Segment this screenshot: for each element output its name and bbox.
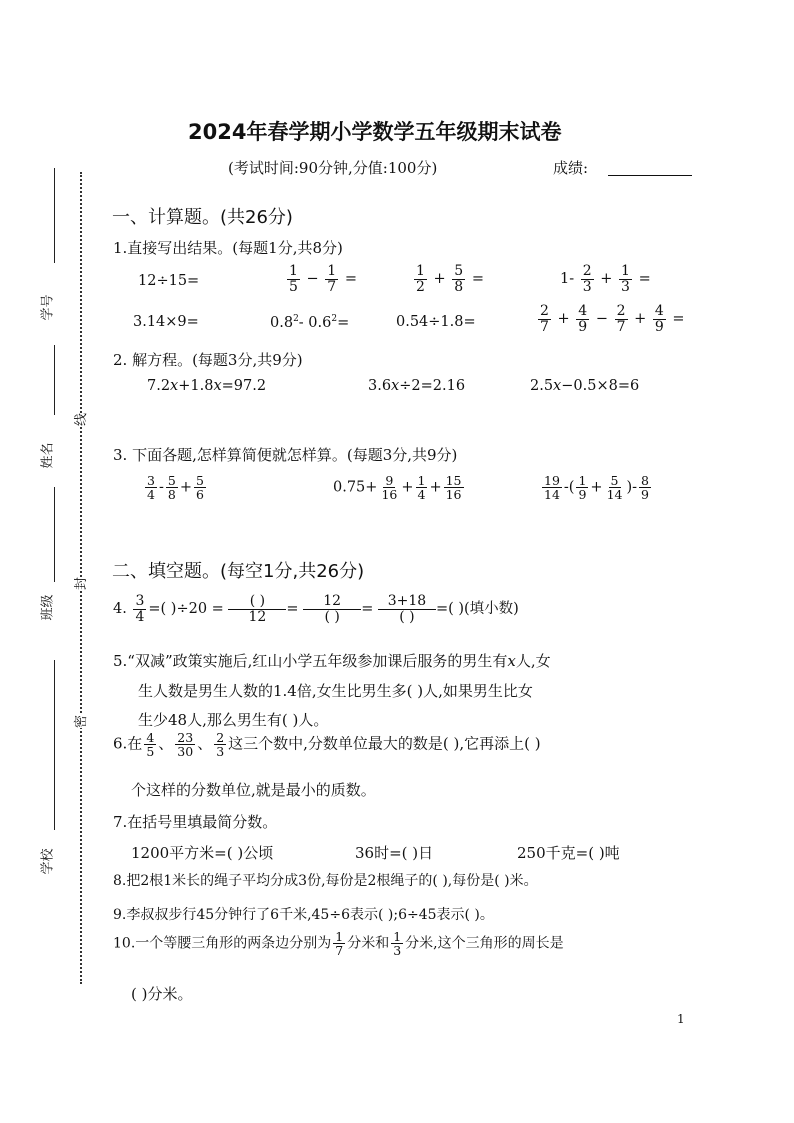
q8: 8.把2根1米长的绳子平均分成3份,每份是2根绳子的( ),每份是( )米。 <box>113 873 538 889</box>
q3-item-b: 0.75+ $\frac{9}{16}$ + $\frac{1}{4}$ + $\frac{15}{16}$ <box>333 473 462 503</box>
q4: 4. $\frac{3}{4}$ =( )÷20 = $\frac{( )}{12}$ = $\frac{12}{( )}$ = $\frac{3+18}{( )}$ =( )(填小数) <box>113 593 519 625</box>
q1-item-d: 1- $\frac{2}{3}$ + $\frac{1}{3}$ = <box>560 263 651 295</box>
id-underline <box>54 168 55 263</box>
score-blank[interactable] <box>608 175 692 176</box>
q2-equation-c: 2.5𝑥−0.5×8=6 <box>530 378 640 394</box>
q10-line2: ( )分米。 <box>131 985 193 1003</box>
page-title: 2024年春学期小学数学五年级期末试卷 <box>188 120 562 144</box>
q7-item-b: 36时=( )日 <box>355 844 434 862</box>
q1-item-e: 3.14×9= <box>133 314 199 330</box>
q1-title: 1.直接写出结果。(每题1分,共8分) <box>113 239 343 257</box>
q10-line1: 10.一个等腰三角形的两条边分别为 $\frac{1}{7}$ 分米和 $\frac{1}{3}$ 分米,这个三角形的周长是 <box>113 929 564 959</box>
class-label: 班级 <box>40 594 56 621</box>
q9: 9.李叔叔步行45分钟行了6千米,45÷6表示( );6÷45表示( )。 <box>113 907 494 923</box>
section1-title: 一、计算题。(共26分) <box>112 207 293 228</box>
class-underline <box>54 487 55 582</box>
q6-line1: 6.在 $\frac{4}{5}$ 、 $\frac{23}{30}$ 、 $\frac{2}{3}$ 这三个数中,分数单位最大的数是( ),它再添上( ) <box>113 730 541 760</box>
school-label: 学校 <box>40 848 56 875</box>
seal-char-line: 线 <box>70 413 89 426</box>
q1-item-g: 0.54÷1.8= <box>396 314 476 330</box>
q5-line3: 生少48人,那么男生有( )人。 <box>138 711 329 729</box>
seal-char-seal: 封 <box>70 577 89 590</box>
name-underline <box>54 345 55 415</box>
q5-line1: 5.“双减”政策实施后,红山小学五年级参加课后服务的男生有𝑥人,女 <box>113 652 551 670</box>
exam-info: (考试时间:90分钟,分值:100分) <box>228 159 438 177</box>
page-number: 1 <box>677 1012 685 1026</box>
q1-item-c: $\frac{1}{2}$ + $\frac{5}{8}$ = <box>416 263 484 295</box>
q3-item-a: $\frac{3}{4}$ - $\frac{5}{8}$ + $\frac{5}{6}$ <box>147 473 204 503</box>
q7-item-a: 1200平方米=( )公顷 <box>131 844 274 862</box>
q1-item-f: $0.8^2-$ $0.6^2=$ <box>270 314 350 331</box>
q2-equation-b: 3.6𝑥÷2=2.16 <box>368 378 466 394</box>
seal-char-secret: 密 <box>70 715 89 728</box>
q7-title: 7.在括号里填最简分数。 <box>113 813 278 831</box>
q1-item-h: $\frac{2}{7}$ + $\frac{4}{9}$ − $\frac{2}{7}$ + $\frac{4}{9}$ = <box>540 303 685 335</box>
student-name-label: 姓名 <box>40 442 56 469</box>
q7-item-c: 250千克=( )吨 <box>517 844 620 862</box>
q3-item-c: $\frac{19}{14}$ -( $\frac{1}{9}$ + $\frac{5}{14}$ )- $\frac{8}{9}$ <box>544 473 649 503</box>
q6-line2: 个这样的分数单位,就是最小的质数。 <box>131 781 376 799</box>
q2-title: 2. 解方程。(每题3分,共9分) <box>113 351 303 369</box>
q2-equation-a: 7.2𝑥+1.8𝑥=97.2 <box>147 378 267 394</box>
q5-line2: 生人数是男生人数的1.4倍,女生比男生多( )人,如果男生比女 <box>138 682 533 700</box>
q1-item-b: $\frac{1}{5}$ − $\frac{1}{7}$ = <box>289 263 357 295</box>
q3-title: 3. 下面各题,怎样算简便就怎样算。(每题3分,共9分) <box>113 446 458 464</box>
school-underline <box>54 660 55 830</box>
score-label: 成绩: <box>553 159 589 177</box>
q1-item-a: 12÷15= <box>138 273 200 289</box>
section2-title: 二、填空题。(每空1分,共26分) <box>112 561 365 582</box>
student-id-label: 学号 <box>40 294 56 321</box>
